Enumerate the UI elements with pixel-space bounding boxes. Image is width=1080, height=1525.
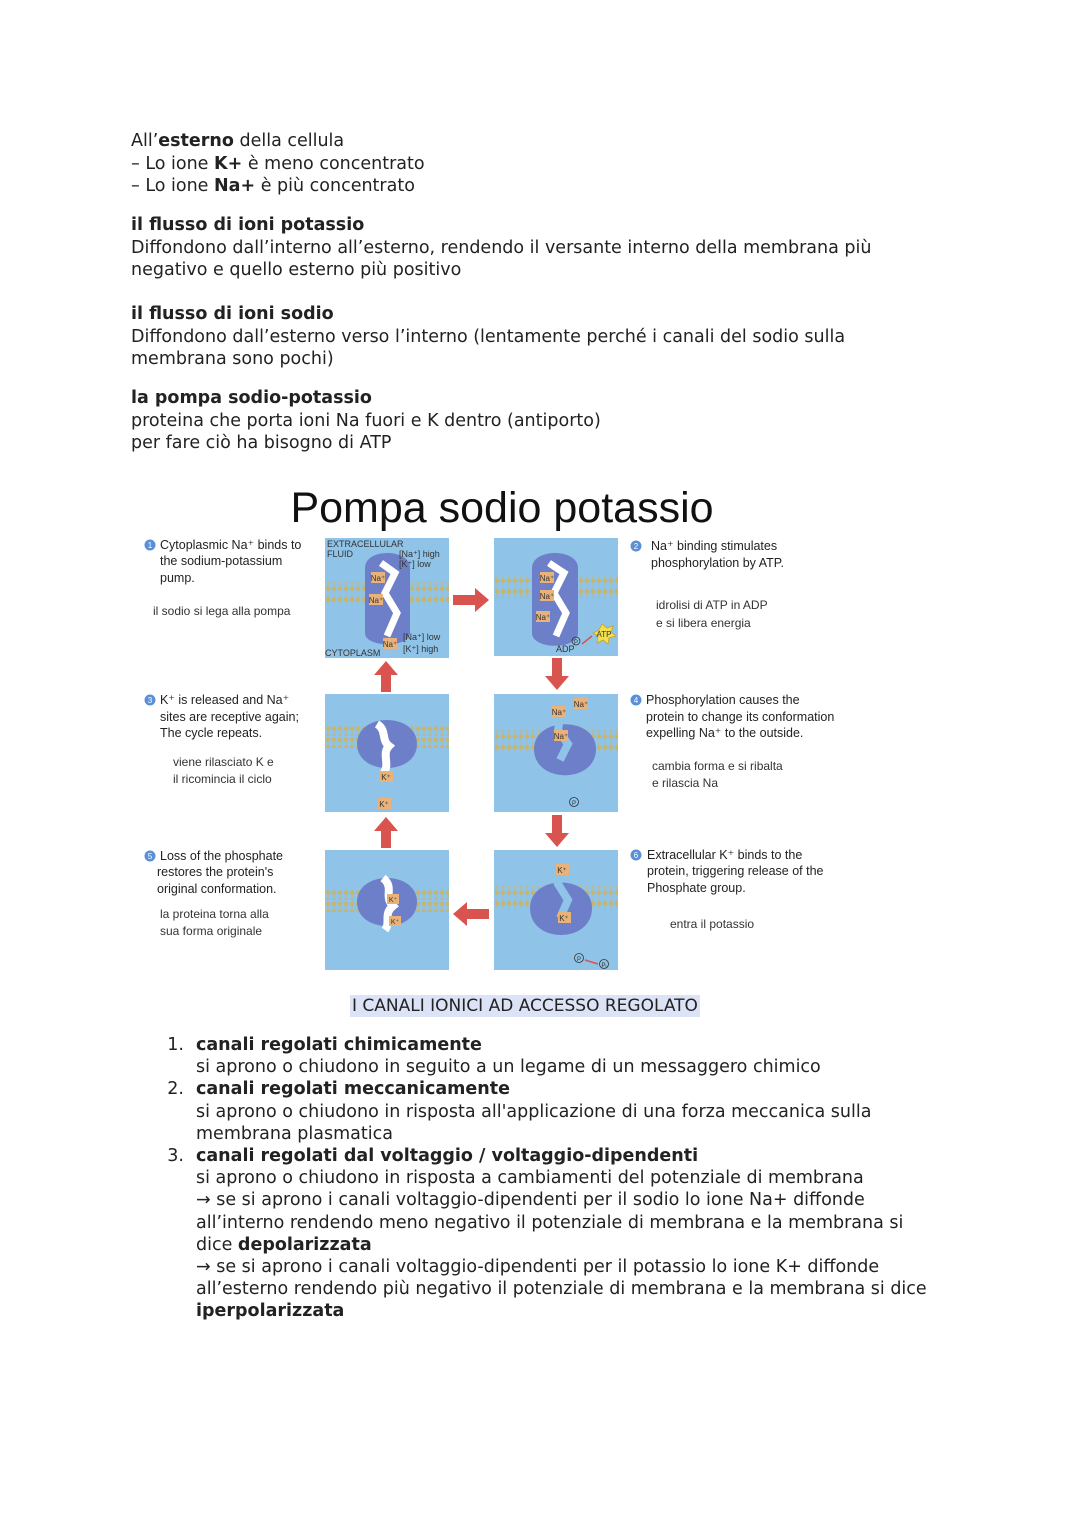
na-ion-label: Na⁺ [553, 732, 569, 741]
na-ion-label: Na⁺ [539, 574, 555, 583]
sodium-flow-heading: il flusso di ioni sodio [131, 304, 334, 324]
na-ion-label: Na⁺ [551, 708, 567, 717]
extracellular-label-2: FLUID [327, 549, 354, 559]
step-number: 5 [147, 852, 153, 861]
step-text: protein, triggering release of the [647, 864, 824, 878]
step-note: sua forma originale [160, 924, 263, 938]
list-item [160, 1034, 960, 1078]
atp-label: ATP [596, 630, 612, 639]
pump-text-2: per fare ciò ha bisogno di ATP [131, 433, 392, 453]
k-ion-label: K⁺ [381, 773, 391, 782]
phosphate-inorganic-label: Pᵢ [601, 963, 607, 969]
step-text: Phosphorylation causes the [646, 693, 800, 707]
arrow-down-icon [545, 658, 569, 690]
step-text: Cytoplasmic Na⁺ binds to [160, 538, 302, 552]
arrow-up-icon [374, 817, 398, 848]
step-text: original conformation. [157, 882, 277, 896]
step-note: idrolisi di ATP in ADP [656, 598, 768, 612]
list-item-text: → se si aprono i canali voltaggio-dipendenti per il potassio lo ione K+ diffonde [196, 1257, 880, 1278]
step-1-text [145, 538, 302, 618]
panel-5 [325, 850, 449, 970]
step-number: 4 [633, 696, 639, 705]
section-title: I CANALI IONICI AD ACCESSO REGOLATO [352, 996, 698, 1016]
step-number: 1 [147, 541, 153, 550]
step-text: Na⁺ binding stimulates [651, 539, 778, 553]
sodium-flow-block [131, 303, 951, 371]
step-text: expelling Na⁺ to the outside. [646, 726, 804, 740]
potassium-flow-text-1: Diffondono dall’interno all’esterno, rendendo il versante interno della membrana più [131, 237, 872, 258]
k-ion-label: K⁺ [557, 866, 567, 875]
list-item [160, 1078, 960, 1145]
k-low-label: [K⁺] low [399, 559, 431, 569]
step-3-text [145, 693, 299, 786]
step-2-text [631, 539, 784, 630]
na-ion-label: Na⁺ [573, 700, 589, 709]
list-item-text: dice depolarizzata [196, 1234, 372, 1255]
list-item-title: canali regolati dal voltaggio / voltaggio-dipendenti [196, 1146, 699, 1167]
phosphate-label: P [576, 957, 582, 963]
na-ion-label: Na⁺ [535, 613, 551, 622]
pump-block [131, 387, 951, 455]
step-text: K⁺ is released and Na⁺ [160, 693, 290, 707]
na-ion-label: Na⁺ [539, 592, 555, 601]
intro-line-3: – Lo ione Na+ è più concentrato [131, 176, 415, 196]
panel-6 [494, 850, 618, 970]
panel-4 [494, 694, 618, 812]
step-text: protein to change its conformation [646, 710, 835, 724]
intro-line-1: All’esterno della cellula [131, 131, 345, 151]
step-number: 6 [633, 851, 639, 860]
list-number: 3. [167, 1146, 184, 1167]
step-text: Extracellular K⁺ binds to the [647, 848, 803, 862]
list-item-title: canali regolati chimicamente [196, 1035, 482, 1055]
list-number: 1. [167, 1035, 184, 1055]
step-number: 3 [147, 696, 153, 705]
step-number: 2 [633, 542, 639, 551]
phosphate-label: P [571, 801, 577, 807]
depolarized-term: depolarizzata [237, 1234, 372, 1255]
figure-title: Pompa sodio potassio [290, 484, 714, 532]
potassium-flow-heading: il flusso di ioni potassio [131, 215, 365, 235]
list-item-text: → se si aprono i canali voltaggio-dipendenti per il sodio lo ione Na+ diffonde [196, 1190, 865, 1211]
panel-3 [325, 694, 449, 812]
step-text: Phosphate group. [647, 881, 746, 895]
k-ion-label: K⁺ [388, 897, 398, 904]
list-number: 2. [167, 1079, 184, 1100]
step-note: la proteina torna alla [160, 907, 269, 921]
cytoplasm-label: CYTOPLASM [325, 648, 381, 658]
step-text: The cycle repeats. [160, 726, 263, 740]
na-ion-label: Na⁺ [382, 640, 398, 649]
step-note: entra il potassio [670, 917, 755, 931]
hyperpolarized-term: iperpolarizzata [196, 1301, 345, 1322]
step-4-text [631, 693, 835, 790]
na-high-label: [Na⁺] high [399, 549, 440, 559]
intro-block [131, 130, 951, 198]
step-text: sites are receptive again; [160, 710, 299, 724]
na-low-label: [Na⁺] low [403, 632, 441, 642]
panel-2 [494, 538, 618, 656]
k-high-label: [K⁺] high [403, 644, 439, 654]
potassium-flow-block [131, 214, 951, 282]
k-ion-label: K⁺ [559, 914, 569, 923]
list-item-text: all’interno rendendo meno negativo il potenziale di membrana e la membrana si [196, 1212, 904, 1233]
arrow-left-icon [453, 902, 489, 926]
step-text: Loss of the phosphate [160, 849, 284, 863]
adp-label: ADP [556, 644, 575, 654]
list-item [160, 1145, 960, 1323]
step-text: restores the protein's [157, 865, 274, 879]
list-item-text: si aprono o chiudono in risposta a cambiamenti del potenziale di membrana [196, 1168, 864, 1189]
list-item-text: all’esterno rendendo più negativo il potenziale di membrana e la membrana si dice [196, 1279, 927, 1300]
na-ion-label: Na⁺ [368, 596, 384, 605]
extracellular-label: EXTRACELLULAR [327, 539, 404, 549]
channel-list [160, 1034, 960, 1323]
pump-heading: la pompa sodio-potassio [131, 388, 372, 408]
pump-diagram [133, 478, 847, 972]
potassium-flow-text-2: negativo e quello esterno più positivo [131, 260, 462, 280]
list-item-text: si aprono o chiudono in risposta all'applicazione di una forza meccanica sulla [196, 1101, 872, 1122]
step-5-text [145, 849, 284, 938]
k-ion-label: K⁺ [390, 919, 400, 926]
pump-text-1: proteina che porta ioni Na fuori e K dentro (antiporto) [131, 410, 601, 431]
panel-1 [325, 538, 449, 658]
step-text: the sodium-potassium [160, 554, 283, 568]
arrow-down-icon [545, 815, 569, 847]
step-note: il sodio si lega alla pompa [153, 604, 291, 618]
sodium-flow-text-1: Diffondono dall’esterno verso l’interno (lentamente perché i canali del sodio sulla [131, 326, 846, 347]
step-note: e rilascia Na [652, 776, 719, 790]
arrow-up-icon [374, 661, 398, 692]
step-text: phosphorylation by ATP. [651, 556, 784, 570]
step-note: viene rilasciato K e [173, 755, 274, 769]
step-note: il ricomincia il ciclo [173, 772, 272, 786]
intro-line-2: – Lo ione K+ è meno concentrato [131, 153, 425, 174]
step-6-text [631, 848, 824, 931]
na-ion-label: Na⁺ [370, 574, 386, 583]
k-ion-label: K⁺ [379, 800, 389, 809]
list-item-text: si aprono o chiudono in seguito a un legame di un messaggero chimico [196, 1057, 821, 1078]
step-note: cambia forma e si ribalta [652, 759, 783, 773]
list-item-text: membrana plasmatica [196, 1123, 393, 1144]
step-note: e si libera energia [656, 616, 751, 630]
step-text: pump. [160, 571, 195, 585]
phosphate-label: P [573, 640, 579, 646]
sodium-flow-text-2: membrana sono pochi) [131, 349, 334, 369]
arrow-right-icon [453, 588, 489, 612]
list-item-title: canali regolati meccanicamente [196, 1079, 510, 1100]
